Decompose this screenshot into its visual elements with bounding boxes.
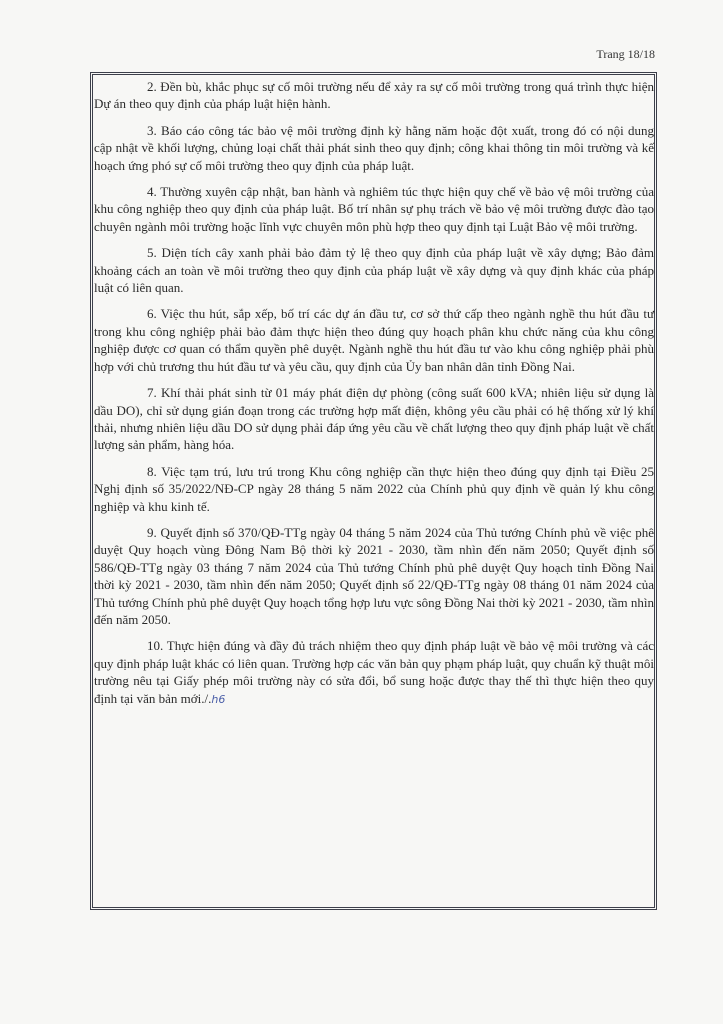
paragraph-10-text: 10. Thực hiện đúng và đầy đủ trách nhiệm theo quy định pháp luật về bảo vệ môi trường và các quy định pháp luật khác có liên quan. Trường hợp các văn bản quy phạm pháp luật, quy chuẩn kỹ thuật môi trường nêu tại Giấy phép môi trường này có sửa đổi, bổ sung hoặc được thay thế thì thực hiện theo quy định tại văn bản mới./. [94, 638, 654, 706]
paragraph-3: 3. Báo cáo công tác bảo vệ môi trường định kỳ hằng năm hoặc đột xuất, trong đó có nội dung cập nhật về khối lượng, chủng loại chất thải phát sinh theo quy định; công khai thông tin môi trường và kế hoạch ứng phó sự cố môi trường theo quy định của pháp luật. [94, 122, 654, 173]
paragraph-7: 7. Khí thải phát sinh từ 01 máy phát điện dự phòng (công suất 600 kVA; nhiên liệu sử dụng là dầu DO), chỉ sử dụng gián đoạn trong các trường hợp mất điện, không yêu cầu phải có hệ thống xử lý khí thải, nhưng nhiên liệu dầu DO sử dụng phải đáp ứng yêu cầu về chất lượng theo quy định pháp luật về chất lượng sản phẩm, hàng hóa. [94, 385, 654, 453]
paragraph-2: 2. Đền bù, khắc phục sự cố môi trường nếu để xảy ra sự cố môi trường trong quá trình thực hiện Dự án theo quy định của pháp luật hiện hành. [94, 79, 654, 112]
initial-signature: h6 [211, 692, 226, 706]
paragraph-4: 4. Thường xuyên cập nhật, ban hành và nghiêm túc thực hiện quy chế về bảo vệ môi trường của khu công nghiệp theo quy định của pháp luật. Bố trí nhân sự phụ trách về bảo vệ môi trường được đào tạo chuyên ngành môi trường hoặc lĩnh vực chuyên môn phù hợp theo quy định tại Luật Bảo vệ môi trường. [94, 184, 654, 234]
paragraph-5: 5. Diện tích cây xanh phải bảo đảm tỷ lệ theo quy định của pháp luật về xây dựng; Bảo đảm khoảng cách an toàn về môi trường theo quy định của pháp luật về xây dựng và quy định khác của pháp luật có liên quan. [94, 245, 654, 296]
paragraph-9: 9. Quyết định số 370/QĐ-TTg ngày 04 tháng 5 năm 2024 của Thủ tướng Chính phủ về việc phê duyệt Quy hoạch vùng Đông Nam Bộ thời kỳ 2021 - 2030, tầm nhìn đến năm 2050; Quyết định số 586/QĐ-TTg ngày 03 tháng 7 năm 2024 của Thủ tướng Chính phủ phê duyệt Quy hoạch tỉnh Đồng Nai thời kỳ 2021 - 2030, tầm nhìn đến năm 2050; Quyết định số 22/QĐ-TTg ngày 08 tháng 01 năm 2024 của Thủ tướng Chính phủ phê duyệt Quy hoạch tổng hợp lưu vực sông Đồng Nai thời kỳ 2021 - 2030, tầm nhìn đến năm 2050. [94, 524, 654, 627]
paragraph-6: 6. Việc thu hút, sắp xếp, bố trí các dự án đầu tư, cơ sở thứ cấp theo ngành nghề thu hút đầu tư trong khu công nghiệp phải bảo đảm thực hiện theo đúng quy hoạch phân khu chức năng của khu công nghiệp được cơ quan có thẩm quyền phê duyệt. Ngành nghề thu hút đầu tư vào khu công nghiệp phải phù hợp với chủ trương thu hút đầu tư và yêu cầu, quy định của Ủy ban nhân dân tỉnh Đồng Nai. [94, 306, 654, 374]
paragraph-8: 8. Việc tạm trú, lưu trú trong Khu công nghiệp cần thực hiện theo đúng quy định tại Điều 25 Nghị định số 35/2022/NĐ-CP ngày 28 tháng 5 năm 2022 của Chính phủ quy định về quản lý khu công nghiệp và khu kinh tế. [94, 463, 654, 514]
paragraph-10 [94, 637, 658, 708]
page-number: Trang 18/18 [596, 47, 655, 61]
document-body [94, 78, 658, 717]
